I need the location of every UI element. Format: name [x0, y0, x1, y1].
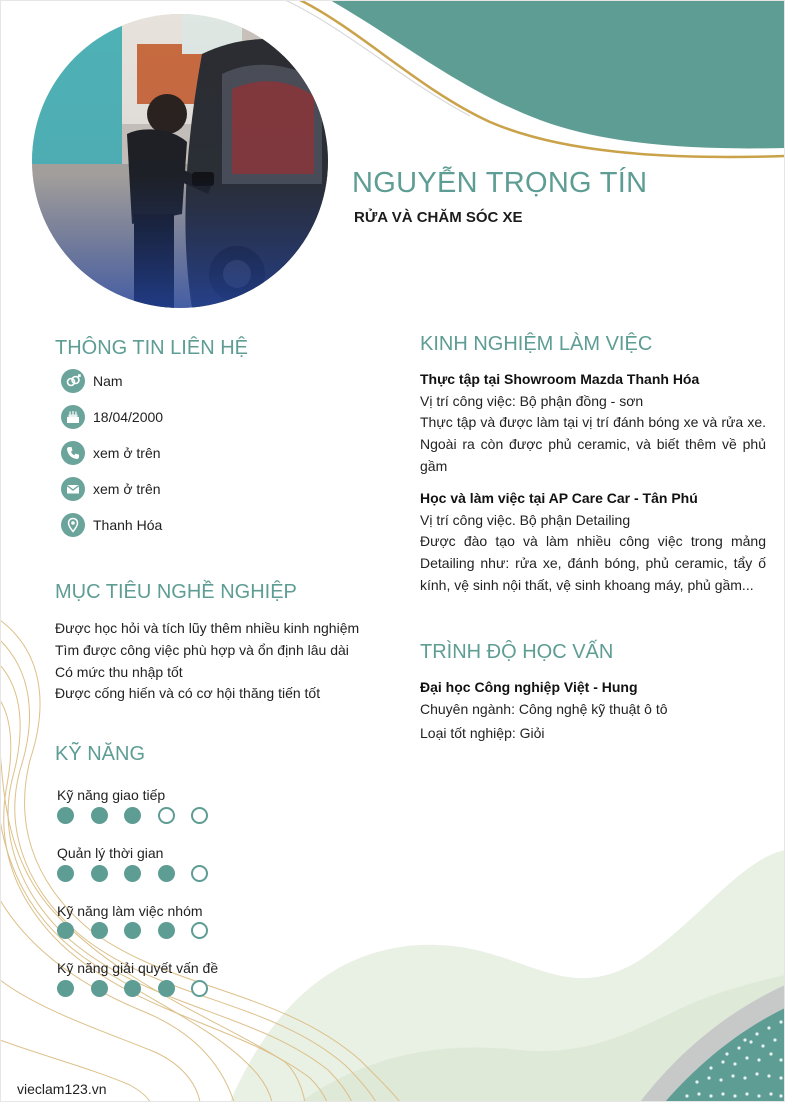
skill-dot-filled: [124, 807, 141, 824]
skill-dot-empty: [191, 922, 208, 939]
objective-section-title: MỤC TIÊU NGHỀ NGHIỆP: [55, 581, 297, 603]
skill-dot-filled: [124, 865, 141, 882]
skill-rating: [57, 807, 217, 825]
skills-section-title: KỸ NĂNG: [55, 743, 146, 765]
contact-phone-text: xem ở trên: [93, 445, 161, 461]
experience-description: Thực tập và được làm tại vị trí đánh bóng xe và rửa xe. Ngoài ra còn được phủ ceramic, và biết thêm về phủ gầm: [420, 414, 766, 474]
skill-dot-empty: [191, 807, 208, 824]
experience-company: Thực tập tại Showroom Mazda Thanh Hóa: [420, 371, 700, 387]
skill-rating: [57, 922, 217, 940]
skill-dot-filled: [124, 922, 141, 939]
education-grade: Loại tốt nghiệp: Giỏi: [420, 725, 545, 741]
experience-company: Học và làm việc tại AP Care Car - Tân Phú: [420, 490, 698, 506]
email-icon: [61, 477, 85, 501]
skill-dot-filled: [158, 922, 175, 939]
experience-position: Vị trí công việc: Bộ phận đồng - sơn: [420, 393, 644, 409]
skill-dot-filled: [91, 980, 108, 997]
profile-photo: [32, 14, 328, 308]
skill-dot-empty: [191, 865, 208, 882]
candidate-job-title: RỬA VÀ CHĂM SÓC XE: [354, 209, 523, 226]
skill-rating: [57, 980, 217, 998]
contact-gender-text: Nam: [93, 373, 123, 389]
contact-location-text: Thanh Hóa: [93, 517, 163, 533]
contact-item-email: [61, 477, 161, 501]
experience-section-title: KINH NGHIỆM LÀM VIỆC: [420, 333, 653, 355]
education-major: Chuyên ngành: Công nghệ kỹ thuật ô tô: [420, 701, 668, 717]
gender-icon: [61, 369, 85, 393]
skill-dot-filled: [91, 807, 108, 824]
location-pin-icon: [61, 513, 85, 537]
skill-dot-empty: [158, 807, 175, 824]
objective-line: Được học hỏi và tích lũy thêm nhiều kinh nghiệm: [55, 620, 360, 636]
skill-dot-filled: [57, 922, 74, 939]
birthday-cake-icon: [61, 405, 85, 429]
skill-dot-filled: [57, 980, 74, 997]
objective-line: Được cống hiến và có cơ hội thăng tiến tốt: [55, 685, 321, 701]
skill-name: Quản lý thời gian: [57, 845, 164, 861]
education-section-title: TRÌNH ĐỘ HỌC VẤN: [420, 641, 614, 663]
objective-line: Có mức thu nhập tốt: [55, 664, 183, 680]
phone-icon: [61, 441, 85, 465]
skill-dot-filled: [91, 865, 108, 882]
skill-dot-filled: [57, 865, 74, 882]
profile-photo-image: [32, 14, 328, 308]
contact-item-birthday: [61, 405, 163, 429]
top-teal-wave: [330, 0, 785, 148]
contact-item-gender: [61, 369, 123, 393]
experience-position: Vị trí công việc. Bộ phận Detailing: [420, 512, 631, 528]
contact-birthday-text: 18/04/2000: [93, 409, 164, 425]
contact-item-phone: [61, 441, 161, 465]
skill-dot-filled: [57, 807, 74, 824]
education-school: Đại học Công nghiệp Việt - Hung: [420, 679, 638, 695]
contact-email-text: xem ở trên: [93, 481, 161, 497]
skill-dot-filled: [158, 865, 175, 882]
candidate-name: NGUYỄN TRỌNG TÍN: [352, 167, 648, 199]
contact-section-title: THÔNG TIN LIÊN HỆ: [55, 337, 248, 359]
skill-name: Kỹ năng giải quyết vấn đề: [57, 960, 219, 976]
skill-name: Kỹ năng giao tiếp: [57, 787, 166, 803]
skill-dot-filled: [158, 980, 175, 997]
skill-dot-empty: [191, 980, 208, 997]
experience-description: Được đào tạo và làm nhiều công việc trong mảng Detailing như: rửa xe, đánh bóng, phủ ceramic, tẩy ố kính, vệ sinh nội thất, vệ sinh khoang máy, phủ gầm...: [420, 533, 766, 593]
footer-site-link[interactable]: vieclam123.vn: [17, 1081, 107, 1097]
skill-dot-filled: [124, 980, 141, 997]
contact-item-location: [61, 513, 162, 537]
objective-line: Tìm được công việc phù hợp và ổn định lâu dài: [55, 642, 349, 658]
skill-name: Kỹ năng làm việc nhóm: [57, 903, 203, 919]
skill-dot-filled: [91, 922, 108, 939]
skill-rating: [57, 865, 217, 883]
